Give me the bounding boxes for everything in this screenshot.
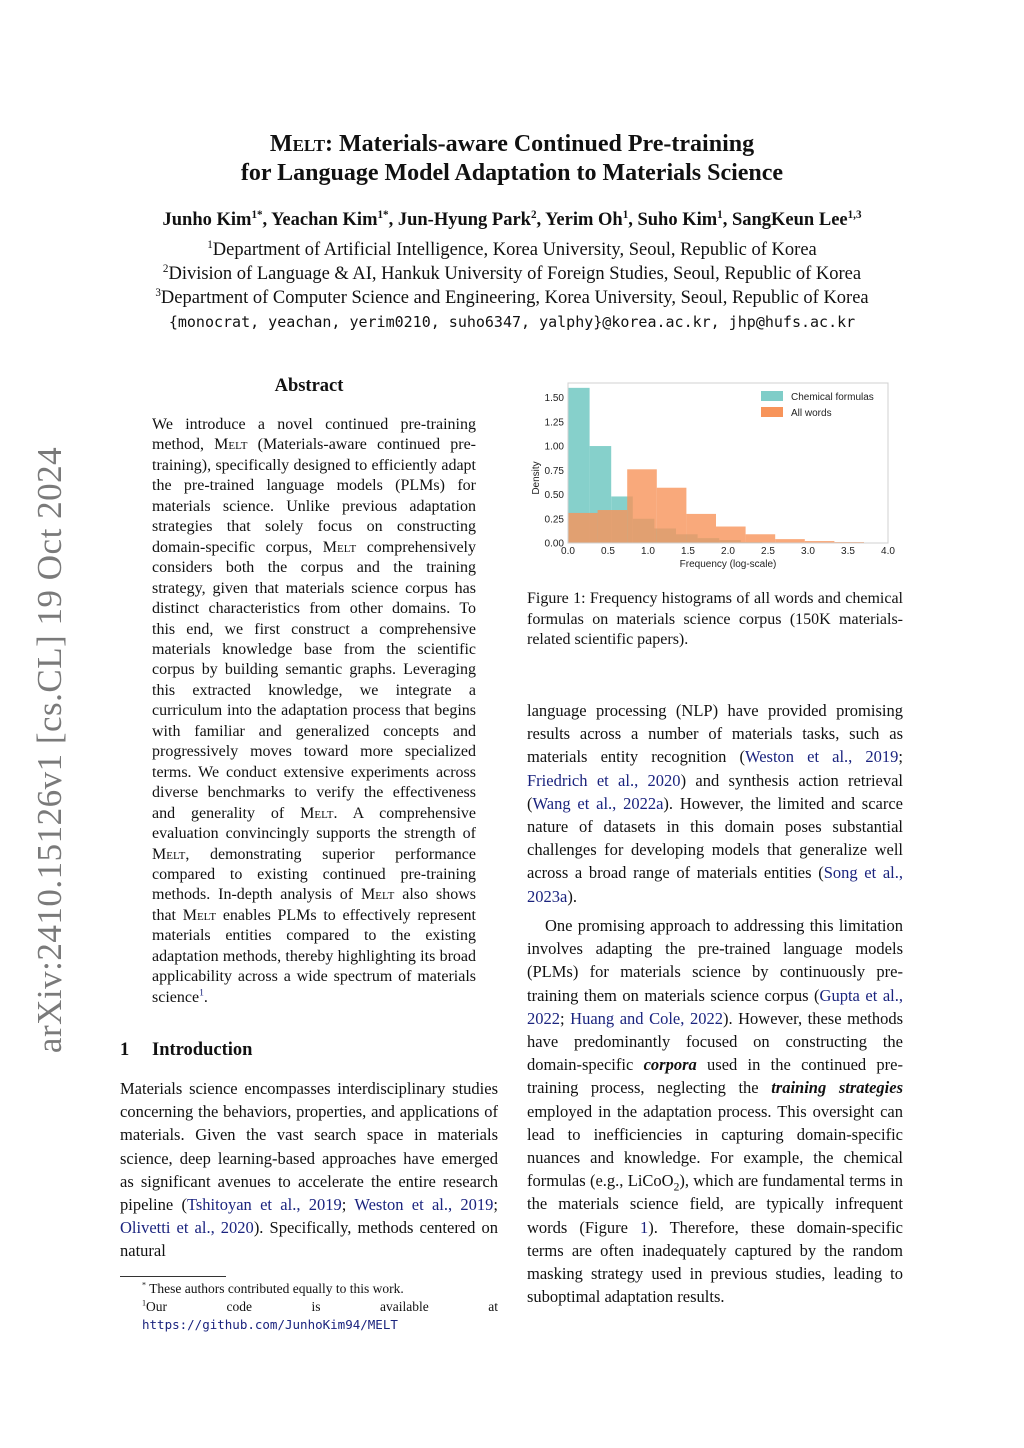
abstract-body: We introduce a novel continued pre-training method, Melt (Materials-aware continued pre-training), specifically designed to efficiently adapt the pre-trained language models (PLMs) for materials science. Unlike previous adaptation strategies that solely focus on constructing domain-specific corpus, Melt comprehensively considers both the corpus and the training strategy, given that materials science corpus has distinct characteristics from other domains. To this end, we first construct a comprehensive materials knowledge base from the scientific corpus by building semantic graphs. Leveraging this extracted knowledge, we integrate a curriculum into the adaptation process that begins with familiar and generalized concepts and progressively moves toward more specialized terms. We conduct extensive experiments across diverse benchmarks to verify the effectiveness and generality of Melt. A comprehensive evaluation convincingly supports the strength of Melt, demonstrating superior performance compared to existing continued pre-training methods. In-depth analysis of Melt also shows that Melt enables PLMs to effectively represent materials entities compared to the existing adaptation methods, thereby highlighting its broad applicability across a wide spectrum of materials science$^1$.	[152, 416, 477, 1006]
footnote-code-availability: $^1$Our code is available at https://github.com/JunhoKim94/MELT	[142, 1298, 498, 1332]
abstract-heading: Abstract	[274, 376, 344, 396]
y-tick-label: 0.50	[544, 490, 564, 502]
melt-expansion: Materials-aware continued pre-training	[152, 436, 476, 474]
abstract-section	[120, 376, 498, 1008]
x-tick-label: 1.5	[681, 546, 695, 557]
paper-title	[0, 130, 1024, 188]
citation-link[interactable]: Weston et al., 2019	[744, 747, 899, 767]
intro-paragraph-1: Materials science encompasses interdisciplinary studies concerning the behaviors, properties, and applications of materials. Given the vast search space in materials science, deep learning-based approaches have emerged as significant avenues to accelerate the entire research pipeline (Tshitoyan et al., 2019; Weston et al., 2019; Olivetti et al., 2020). Specifically, methods centered on natural	[120, 1079, 499, 1261]
figure-1-histogram	[525, 378, 910, 578]
author: Junho Kim$^{1*}$	[162, 208, 263, 230]
x-tick-label: 0.0	[561, 546, 575, 557]
affiliation: $^3$Department of Computer Science and Engineering, Korea University, Seoul, Republic of Korea	[155, 286, 869, 308]
citation-link[interactable]: Friedrich et al., 2020	[527, 770, 681, 790]
emphasis-corpora: corpora	[643, 1055, 697, 1075]
histogram-bar	[746, 534, 776, 543]
github-link[interactable]: https://github.com/JunhoKim94/MELT	[142, 1317, 398, 1332]
title-line-2: for Language Model Adaptation to Materials Science	[240, 160, 784, 186]
x-tick-label: 0.5	[601, 546, 615, 557]
emphasis-training-strategies: training strategies	[771, 1078, 903, 1098]
citation-link[interactable]: Wang et al., 2022a	[532, 793, 664, 813]
author: Suho Kim$^1$	[637, 208, 723, 230]
citation-link[interactable]: Song et al., 2023a	[527, 863, 903, 906]
histogram-bar	[657, 488, 687, 543]
intro-paragraph-2: One promising approach to addressing this limitation involves adapting the pre-trained language models (PLMs) for materials science by continuously pre-training them on materials science corpus (Gupta et al., 2022; Huang and Cole, 2022). However, these methods have predominantly focused on constructing the domain-specific corpora used in the continued pre-training process, neglecting the training strategies employed in the adaptation process. This oversight can lead to inefficiencies in capturing domain-specific nuances and knowledge. For example, the chemical formulas (e.g., LiCoO$_2$), which are fundamental terms in the materials science field, are typically infrequent words (Figure 1). Therefore, these domain-specific terms are often inadequately captured by the random masking strategy used in previous studies, leading to suboptimal adaptation results.	[527, 916, 904, 1307]
y-tick-label: 0.25	[544, 514, 564, 526]
author: Yerim Oh$^1$	[545, 208, 629, 230]
citation-link[interactable]: Gupta et al., 2022	[527, 985, 903, 1028]
x-tick-label: 2.0	[721, 546, 735, 557]
section-heading-introduction: 1 Introduction	[120, 1040, 253, 1060]
histogram-bar	[598, 510, 628, 543]
citation-link[interactable]: Weston et al., 2019	[354, 1195, 494, 1215]
legend-swatch	[761, 391, 783, 401]
legend-label: Chemical formulas	[791, 392, 874, 403]
x-axis-label: Frequency (log-scale)	[679, 559, 777, 570]
legend-swatch	[761, 407, 783, 417]
author: Jun-Hyung Park$^2$	[397, 208, 537, 230]
citation-link[interactable]: Tshitoyan et al., 2019	[186, 1195, 342, 1215]
legend-label: All words	[791, 408, 832, 419]
affiliation: $^1$Department of Artificial Intelligence, Korea University, Seoul, Republic of Korea	[207, 238, 817, 260]
histogram-bar	[686, 514, 716, 543]
author-emails: {monocrat, yeachan, yerim0210, suho6347, yalphy}@korea.ac.kr, jhp@hufs.ac.kr	[168, 313, 856, 331]
histogram-bar	[775, 539, 805, 543]
footnote-divider	[120, 1276, 226, 1277]
title-line-1: Melt: Materials-aware Continued Pre-training	[269, 131, 755, 157]
title-acronym: Melt	[269, 131, 326, 157]
histogram-chart	[525, 378, 910, 578]
footnote-1-link[interactable]: 1	[199, 987, 204, 999]
histogram-bar	[716, 527, 746, 543]
x-tick-label: 3.0	[801, 546, 815, 557]
histogram-bar	[568, 513, 598, 543]
y-tick-label: 1.00	[544, 441, 564, 453]
figure-1-caption: Figure 1: Frequency histograms of all words and chemical formulas on materials science corpus (150K materials-related scientific papers).	[527, 590, 903, 648]
citation-link[interactable]: Olivetti et al., 2020	[120, 1218, 254, 1238]
y-tick-label: 1.25	[544, 417, 564, 429]
y-tick-label: 0.75	[544, 465, 564, 477]
y-axis-label: Density	[531, 461, 542, 495]
intro-paragraph-1-cont: language processing (NLP) have provided promising results across a number of materials tasks, such as materials entity recognition (Weston et al., 2019; Friedrich et al., 2020) and synthesis action retrieval (Wang et al., 2022a). However, the limited and scarce nature of datasets in this domain poses substantial challenges for developing models that generalize well across a broad range of materials entities (Song et al., 2023a).	[527, 701, 904, 906]
author-list: Junho Kim$^{1*}$, Yeachan Kim$^{1*}$, Jun-Hyung Park$^2$, Yerim Oh$^1$, Suho Kim$^1$, SangKeun Lee$^{1,3}$	[162, 208, 862, 230]
affiliations	[0, 238, 1024, 334]
y-tick-label: 1.50	[544, 393, 564, 405]
x-tick-label: 3.5	[841, 546, 855, 557]
citation-link[interactable]: Huang and Cole, 2022	[570, 1008, 723, 1028]
y-tick-label: 0.00	[544, 538, 564, 550]
x-tick-label: 4.0	[881, 546, 895, 557]
footnotes	[120, 1280, 498, 1334]
author: Yeachan Kim$^{1*}$	[271, 208, 389, 230]
author: SangKeun Lee$^{1,3}$	[731, 208, 862, 230]
histogram-bar	[627, 469, 657, 543]
footnote-equal-contribution: * These authors contributed equally to this work.	[142, 1280, 404, 1296]
arxiv-id-text: arXiv:2410.15126v1 [cs.CL] 19 Oct 2024	[30, 446, 69, 1054]
arxiv-identifier-stamp	[22, 440, 78, 1060]
x-tick-label: 2.5	[761, 546, 775, 557]
x-tick-label: 1.0	[641, 546, 655, 557]
affiliation: $^2$Division of Language & AI, Hankuk University of Foreign Studies, Seoul, Republic of Korea	[162, 262, 862, 284]
figure-reference-link[interactable]: 1	[639, 1217, 649, 1237]
